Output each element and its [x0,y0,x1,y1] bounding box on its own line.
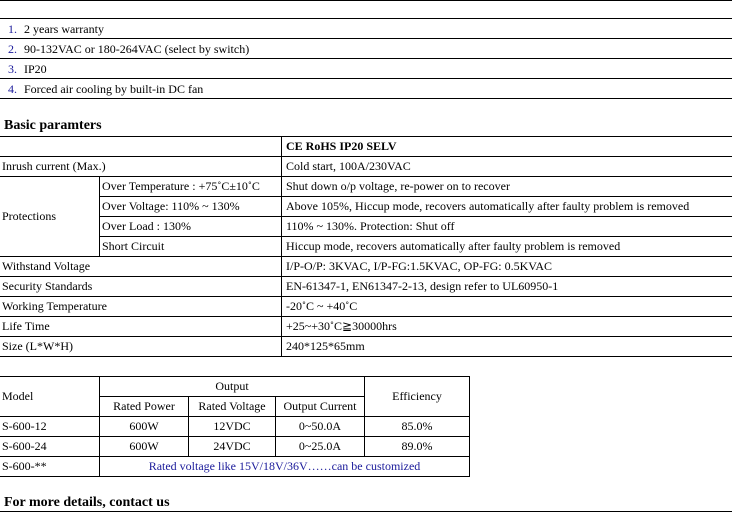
feature-number: 3. [8,62,17,76]
param-value: 240*125*65mm [286,339,365,353]
divider [0,356,732,357]
protection-action: 110% ~ 130%. Protection: Shut off [286,219,455,233]
model-cell: S-600-12 [0,417,100,437]
protection-action: Hiccup mode, recovers automatically after faulty problem is removed [286,239,621,253]
custom-note: Rated voltage like 15V/18V/36V……can be customized [100,457,470,477]
protection-action: Above 105%, Hiccup mode, recovers automatically after faulty problem is removed [286,199,690,213]
protection-condition: Over Load : 130% [102,219,191,233]
efficiency-header: Efficiency [365,377,470,417]
param-label: Size (L*W*H) [2,339,73,353]
efficiency-cell: 89.0% [365,437,470,457]
param-label: Withstand Voltage [2,259,91,273]
rated-voltage-header: Rated Voltage [189,397,276,417]
feature-row [0,58,732,78]
feature-text: Forced air cooling by built-in DC fan [24,82,204,96]
cert-header: CE RoHS IP20 SELV [286,139,397,153]
divider [0,296,732,297]
divider [0,336,732,337]
model-header: Model [0,377,100,417]
contact-text: For more details, contact us [4,495,170,510]
top-rule [0,0,732,1]
model-table [0,376,470,477]
protection-action: Shut down o/p voltage, re-power on to recover [286,179,510,193]
output-current-header: Output Current [276,397,365,417]
param-value: I/P-O/P: 3KVAC, I/P-FG:1.5KVAC, OP-FG: 0.5KVAC [286,259,553,273]
table-row [0,437,470,457]
param-label: Working Temperature [2,299,107,313]
protection-condition: Over Temperature : +75˚C±10˚C [102,179,260,193]
model-cell: S-600-** [0,457,100,477]
basic-params-title: Basic paramters [4,118,102,133]
voltage-cell: 12VDC [189,417,276,437]
divider [0,98,732,99]
divider [281,136,282,356]
inrush-value: Cold start, 100A/230VAC [286,159,411,173]
feature-row [0,18,732,38]
model-cell: S-600-24 [0,437,100,457]
bottom-rule [0,511,732,512]
feature-number: 1. [8,22,17,36]
protection-condition: Short Circuit [102,239,165,253]
param-value: +25~+30˚C≧30000hrs [286,319,397,333]
param-value: EN-61347-1, EN61347-2-13, design refer to UL60950-1 [286,279,559,293]
efficiency-cell: 85.0% [365,417,470,437]
param-label: Security Standards [2,279,93,293]
param-value: -20˚C ~ +40˚C [286,299,358,313]
voltage-cell: 24VDC [189,437,276,457]
feature-number: 4. [8,82,17,96]
current-cell: 0~25.0A [276,437,365,457]
feature-row [0,38,732,58]
table-row [0,457,470,477]
feature-text: IP20 [24,62,47,76]
power-cell: 600W [100,417,189,437]
feature-text: 2 years warranty [24,22,104,36]
inrush-label: Inrush current (Max.) [2,159,106,173]
protections-label: Protections [2,209,56,223]
power-cell: 600W [100,437,189,457]
rated-power-header: Rated Power [100,397,189,417]
divider [99,176,100,256]
feature-text: 90-132VAC or 180-264VAC (select by switch) [24,42,250,56]
feature-row [0,78,732,98]
current-cell: 0~50.0A [276,417,365,437]
output-header: Output [100,377,365,397]
protection-condition: Over Voltage: 110% ~ 130% [102,199,240,213]
feature-number: 2. [8,42,17,56]
table-row [0,417,470,437]
param-label: Life Time [2,319,50,333]
